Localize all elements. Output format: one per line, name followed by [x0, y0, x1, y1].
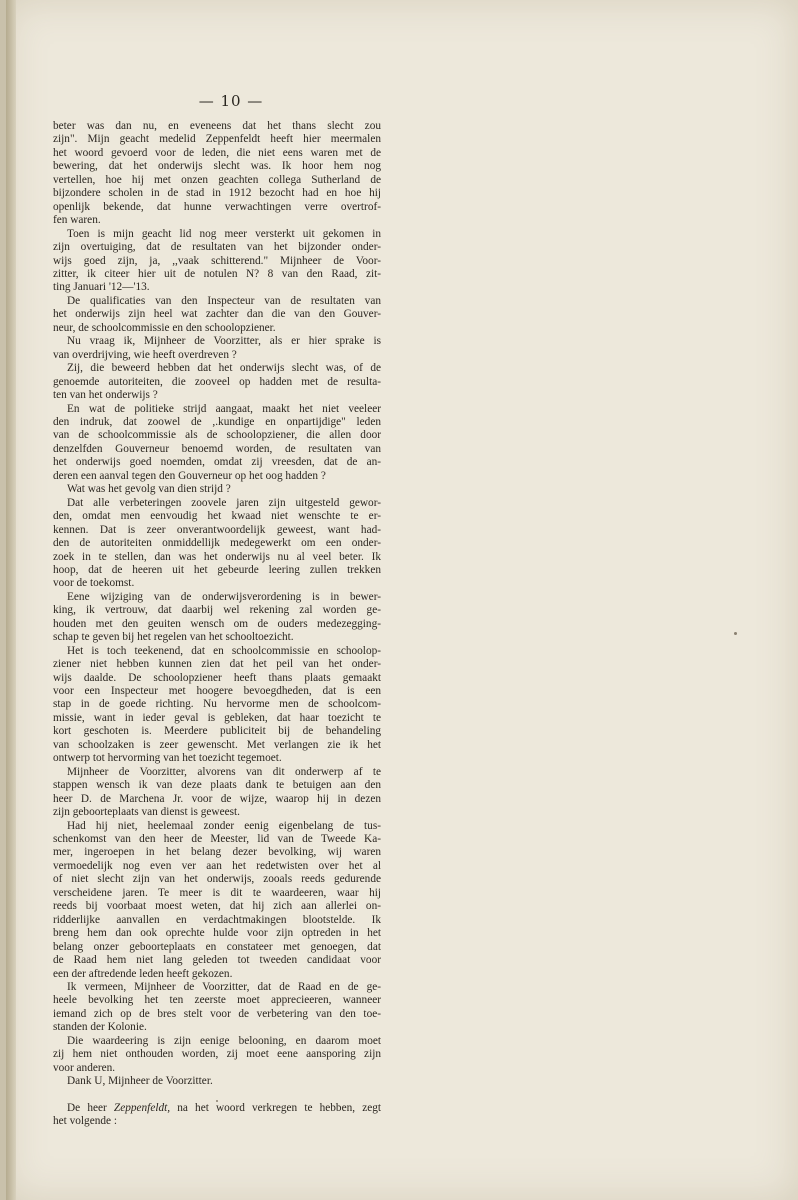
text-line: denzelfden Gouverneur benoemd worden, de resultaten van	[53, 442, 381, 455]
text-line: van overdrijving, wie heeft overdreven ?	[53, 348, 237, 361]
text-line: reeds bij voorbaat moest weten, dat hij zich aan allerlei on-	[53, 900, 381, 913]
page	[6, 0, 798, 1200]
text-line: hoop, dat de heeren uit het gebeurde leering zullen trekken	[53, 563, 381, 576]
text-line: genoemde autoriteiten, die zooveel op hadden met de resulta-	[53, 375, 381, 388]
text-line: deren een aanval tegen den Gouverneur op het oog hadden ?	[53, 469, 326, 482]
text-line: beter was dan nu, en eveneens dat het thans slecht zou	[53, 120, 381, 132]
paper-speck	[734, 632, 737, 635]
text-line: ten van het onderwijs ?	[53, 389, 158, 402]
text-line: Ik vermeen, Mijnheer de Voorzitter, dat de Raad en de ge-	[67, 981, 381, 993]
text-line: heele bevolking het ten zeerste moet apprecieeren, wanneer	[53, 994, 381, 1007]
text-line: zijn". Mijn geacht medelid Zeppenfeldt heeft hier meermalen	[53, 133, 381, 146]
text-line: zijn overtuiging, dat de resultaten van het bijzonder onder-	[53, 241, 381, 254]
text-line: voor een Inspecteur met hoogere bevoegdheden, dat is een	[53, 685, 381, 698]
text-line: En wat de politieke strijd aangaat, maakt het niet veeleer	[67, 402, 381, 415]
text-line: bijzondere scholen in de stad in 1912 bezocht had en hoe hij	[53, 187, 381, 200]
text-line: Toen is mijn geacht lid nog meer versterkt uit gekomen in	[67, 227, 381, 240]
text-line: schap te geven bij het regelen van het schooltoezicht.	[53, 631, 294, 644]
text-line: van schoolzaken is zeer gewenscht. Met verlangen zie ik het	[53, 738, 381, 751]
paper-edge	[6, 0, 16, 1200]
text-line: kort geschoten is. Meerdere publiciteit bij de behandeling	[53, 725, 381, 738]
text-line: Dank U, Mijnheer de Voorzitter.	[67, 1075, 213, 1088]
closing-suffix: na het woord verkregen te hebben, zegt	[177, 1101, 382, 1114]
closing-line-1	[53, 1102, 381, 1115]
text-line: king, ik vertrouw, dat daarbij wel rekening zal worden ge-	[53, 604, 381, 617]
text-line: fen waren.	[53, 214, 101, 227]
text-line: het woord gevoerd voor de leden, die niet eens waren met de	[53, 146, 381, 159]
text-line: schenkomst van den heer de Meester, lid van de Tweede Ka-	[53, 833, 381, 846]
text-line: of niet slecht zijn van het onderwijs, zooals reeds gedurende	[53, 873, 381, 886]
text-line: standen der Kolonie.	[53, 1021, 147, 1034]
text-line: Mijnheer de Voorzitter, alvorens van dit onderwerp af te	[67, 765, 381, 778]
text-line: verscheidene jaren. Te meer is dit te waardeeren, waar hij	[53, 886, 381, 899]
text-line: de Raad hem niet lang geleden tot tweeden candidaat voor	[53, 954, 381, 967]
text-line: wijs daalde. De schoolopziener heeft thans plaats gemaakt	[53, 671, 381, 684]
text-line: openlijk bekende, dat hunne verwachtingen verre overtrof-	[53, 200, 381, 213]
text-line: Die waardeering is zijn eenige belooning, en daarom moet	[67, 1034, 381, 1047]
text-line: den indruk, dat zoowel de ,.kundige en onpartijdige" leden	[53, 415, 381, 428]
text-line: Wat was het gevolg van dien strijd ?	[67, 483, 231, 496]
closing-line-2: het volgende :	[53, 1115, 117, 1128]
text-line: Dat alle verbeteringen zoovele jaren zijn uitgesteld gewor-	[67, 496, 381, 509]
text-line: den, omdat men eenvoudig het kwaad niet wenschte te er-	[53, 510, 381, 523]
text-line: zij hem niet onthouden worden, zij moet eene aansporing zijn	[53, 1048, 381, 1061]
text-line: breng hem dan ook oprechte hulde voor zijn optreden in het	[53, 927, 381, 940]
text-line: vertellen, hoe hij met onzen geachten collega Sutherland de	[53, 173, 381, 186]
text-line: Zij, die beweerd hebben dat het onderwijs slecht was, of de	[67, 362, 381, 375]
text-line: vermoedelijk nog even ver aan het redetwisten over het al	[53, 859, 381, 872]
text-line: het onderwijs zijn heel wat zachter dan die van den Gouver-	[53, 308, 381, 321]
text-line: voor de toekomst.	[53, 577, 135, 590]
text-line: ziener niet hebben kunnen zien dat het peil van het onder-	[53, 658, 381, 671]
text-line: kennen. Dat is zeer onverantwoordelijk geweest, want had-	[53, 523, 381, 536]
text-line: De qualificaties van den Inspecteur van de resultaten van	[67, 294, 381, 307]
page-number: — 10 —	[198, 92, 264, 110]
text-line: neur, de schoolcommissie en den schoolopziener.	[53, 321, 276, 334]
text-line: Had hij niet, heelemaal zonder eenig eigenbelang de tus-	[67, 819, 381, 832]
closing-paragraph	[53, 1102, 381, 1129]
text-line: voor anderen.	[53, 1061, 116, 1074]
text-line: missie, want in ieder geval is gebleken, dat haar toezicht te	[53, 711, 381, 724]
text-line: ting Januari '12—'13.	[53, 281, 150, 294]
body-text	[53, 120, 381, 1129]
paper-speck	[216, 1100, 218, 1102]
text-line: zijn geboorteplaats van dienst is geweest.	[53, 806, 240, 819]
text-line: bewering, dat het onderwijs slecht was. Ik hoor hem nog	[53, 160, 381, 173]
text-line: mer, ingeroepen in het belang dezer bevolking, wij waren	[53, 846, 381, 859]
text-line: stap in de goede richting. Nu hervorme men de schoolcom-	[53, 698, 381, 711]
text-line: het onderwijs goed noemden, omdat zij vreesden, dat de an-	[53, 456, 381, 469]
speech-paragraphs	[53, 120, 381, 1089]
text-line: Eene wijziging van de onderwijsverordening is in bewer-	[67, 590, 381, 603]
text-line: houden met den geuiten wensch om de ouders medezegging-	[53, 617, 381, 630]
text-line: ontwerp tot hervorming van het toezicht tegemoet.	[53, 752, 282, 765]
text-line: ridderlijke aanvallen en verdachtmakingen blootstelde. Ik	[53, 913, 381, 926]
speaker-name: Zeppenfeldt,	[113, 1101, 171, 1114]
closing-prefix: De heer	[67, 1101, 107, 1114]
text-line: belang onzer geboorteplaats en constateer met genoegen, dat	[53, 940, 381, 953]
text-line: zoek in te stellen, dan was het onderwijs nu al veel beter. Ik	[53, 550, 381, 563]
text-line: den de autoriteiten onmiddellijk medegewerkt om een onder-	[53, 537, 381, 550]
text-line: iemand zich op de bres stelt voor de verbetering van den toe-	[53, 1007, 381, 1020]
text-line: heer D. de Marchena Jr. voor de wijze, waarop hij in dezen	[53, 792, 381, 805]
text-line: van de schoolcommissie als de schoolopziener, die allen door	[53, 429, 381, 442]
text-line: wijs goed zijn, ja, ,,vaak schitterend." Mijnheer de Voor-	[53, 254, 381, 267]
text-line: Nu vraag ik, Mijnheer de Voorzitter, als er hier sprake is	[67, 335, 381, 348]
text-line: zitter, ik citeer hier uit de notulen N? 8 van den Raad, zit-	[53, 267, 381, 280]
text-line: stappen wensch ik van deze plaats dank te betuigen aan den	[53, 779, 381, 792]
text-line: een der aftredende leden heeft gekozen.	[53, 967, 233, 980]
text-line: Het is toch teekenend, dat en schoolcommissie en schoolop-	[67, 644, 381, 657]
